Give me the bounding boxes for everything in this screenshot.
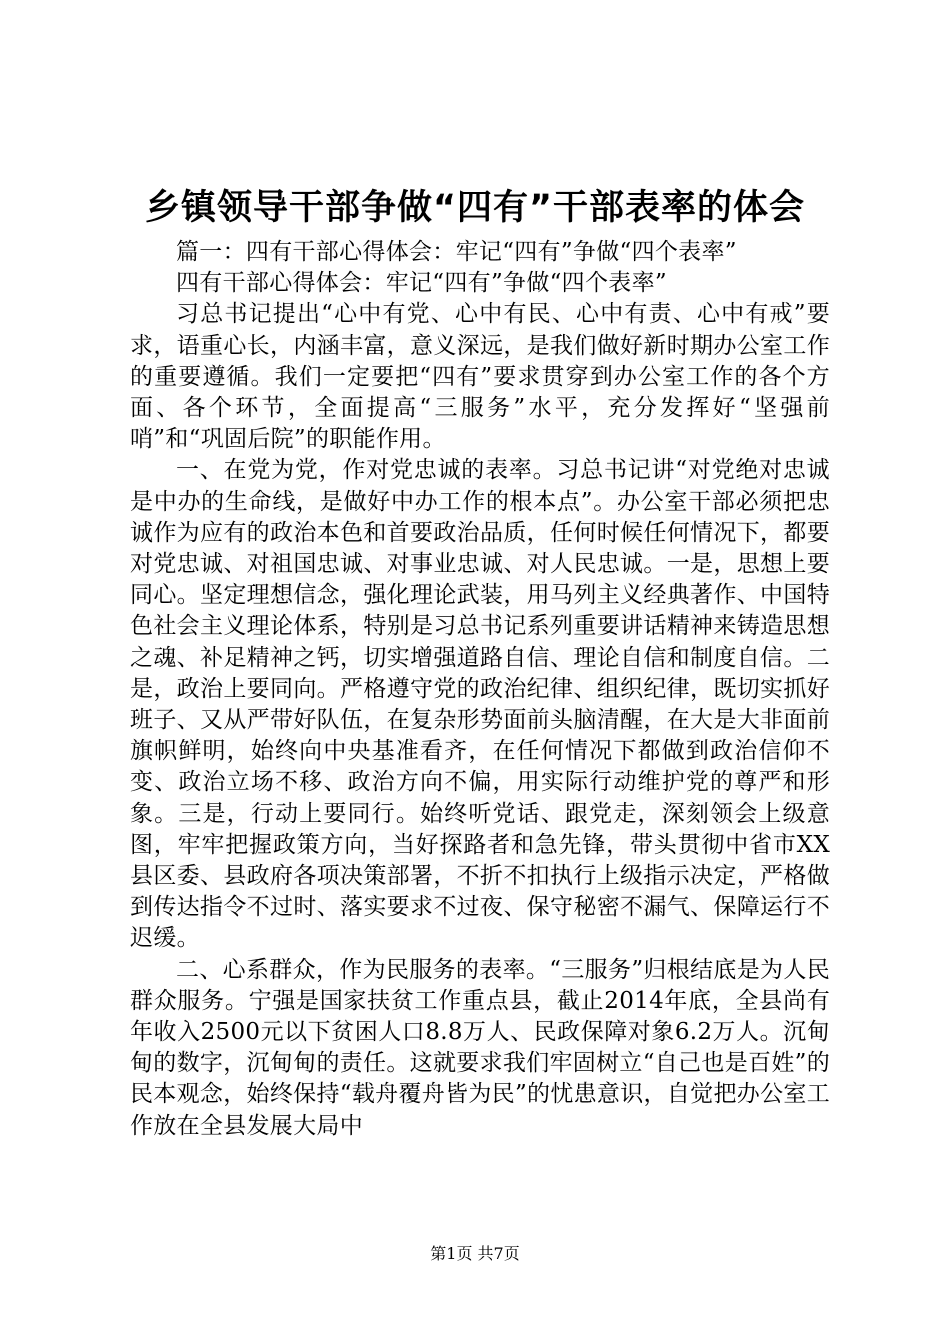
paragraph-heading-2: 四有干部心得体会：牢记“四有”争做“四个表率” bbox=[176, 270, 667, 297]
paragraph-intro: 习总书记提出“心中有党、心中有民、心中有责、心中有戒”要求，语重心长，内涵丰富，意义深远，是我们做好新时期办公室工作的重要遵循。我们一定要把“四有”要求贯穿到办公室工作的各个方面、各个环节，全面提高“三服务”水平，充分发挥好“坚强前哨”和“巩固后院”的职能作用。 bbox=[130, 301, 830, 453]
document-title: 乡镇领导干部争做“四有”干部表率的体会 bbox=[144, 188, 805, 228]
paragraph-section-2: 二、心系群众，作为民服务的表率。“三服务”归根结底是为人民群众服务。宁强是国家扶贫工作重点县，截止2014年底，全县尚有年收入2500元以下贫困人口8.8万人、民政保障对象6.2万人。沉甸甸的数字，沉甸甸的责任。这就要求我们牢固树立“自己也是百姓”的民本观念，始终保持“载舟覆舟皆为民”的忧患意识，自觉把办公室工作放在全县发展大局中 bbox=[130, 956, 830, 1139]
paragraph-heading-1: 篇一：四有干部心得体会：牢记“四有”争做“四个表率” bbox=[176, 239, 737, 265]
page-number-footer: 第1页 共7页 bbox=[430, 1244, 520, 1263]
document-body bbox=[130, 237, 830, 1142]
paragraph-section-1: 一、在党为党，作对党忠诚的表率。习总书记讲“对党绝对忠诚是中办的生命线，是做好中办工作的根本点”。办公室干部必须把忠诚作为应有的政治本色和首要政治品质，任何时候任何情况下，都要对党忠诚、对祖国忠诚、对事业忠诚、对人民忠诚。一是，思想上要同心。坚定理想信念，强化理论武装，用马列主义经典著作、中国特色社会主义理论体系，特别是习总书记系列重要讲话精神来铸造思想之魂、补足精神之钙，切实增强道路自信、理论自信和制度自信。二是，政治上要同向。严格遵守党的政治纪律、组织纪律，既切实抓好班子、又从严带好队伍，在复杂形势面前头脑清醒，在大是大非面前旗帜鲜明，始终向中央基准看齐，在任何情况下都做到政治信仰不变、政治立场不移、政治方向不偏，用实际行动维护党的尊严和形象。三是，行动上要同行。始终听党话、跟党走，深刻领会上级意图，牢牢把握政策方向，当好探路者和急先锋，带头贯彻中省市XX县区委、县政府各项决策部署，不折不扣执行上级指示决定，严格做到传达指令不过时、落实要求不过夜、保守秘密不漏气、保障运行不迟缓。 bbox=[130, 457, 830, 952]
